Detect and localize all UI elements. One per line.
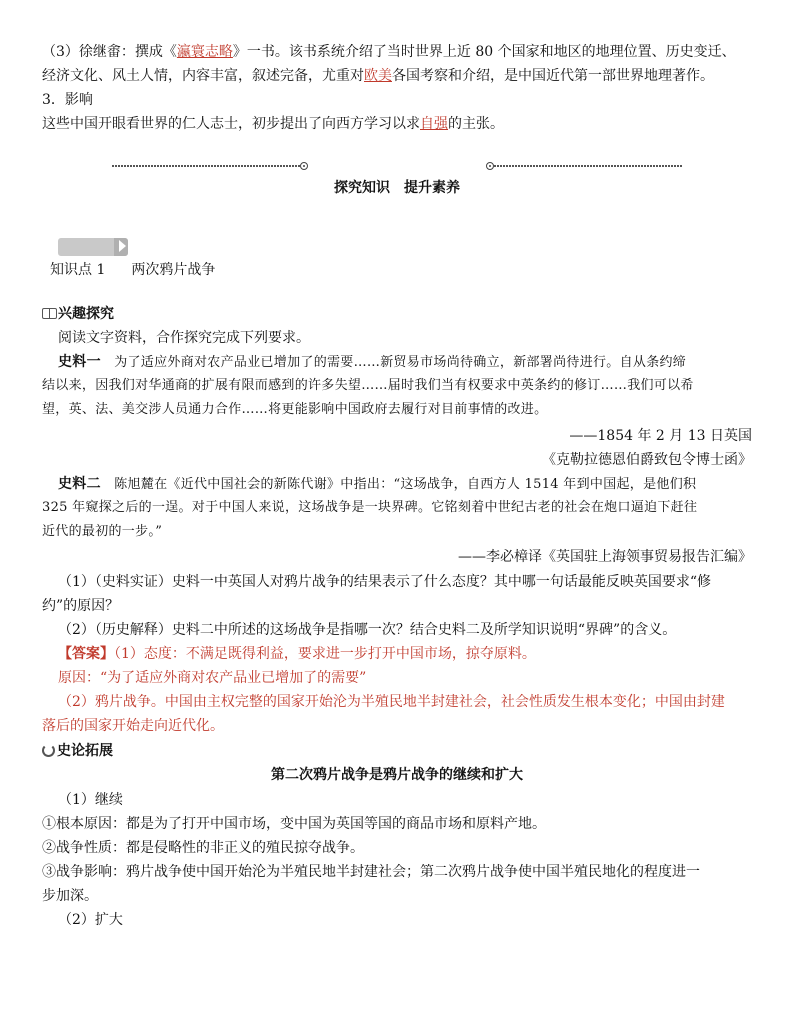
source-1-label: 史料一 — [58, 354, 101, 370]
text-line-content: 经济文化、风土人情，内容丰富，叙述完备，尤重对欧美各国考察和介绍，是中国近代第一部世界地理著作。 — [42, 68, 714, 84]
interest-intro: 阅读文字资料，合作探究完成下列要求。 — [58, 330, 310, 346]
arrow-right-icon — [119, 240, 126, 252]
expand-extension-heading: （2）扩大 — [58, 912, 123, 928]
expand-item-3-line-2: 步加深。 — [42, 888, 98, 904]
text-line-influence: 这些中国开眼看世界的仁人志士，初步提出了向西方学习以求自强的主张。 — [42, 116, 504, 132]
swirl-icon — [42, 744, 55, 757]
answer-1: 【答案】（1）态度：不满足既得利益，要求进一步打开中国市场，掠夺原料。 — [58, 646, 536, 662]
answer-2-line-1: （2）鸦片战争。中国由主权完整的国家开始沦为半殖民地半封建社会，社会性质发生根本变化；中国由封建 — [58, 694, 725, 710]
source-2-citation: ——李必樟译《英国驻上海领事贸易报告汇编》 — [458, 549, 752, 565]
section-divider-right — [486, 162, 682, 170]
underlined-term-yinghuan-zhilue: 瀛寰志略 — [176, 44, 233, 60]
question-1-line-2: 约”的原因？ — [42, 598, 120, 614]
source-2-label: 史料二 — [58, 476, 101, 492]
source-1-line-3: 望，英、法、美交涉人员通力合作……将更能影响中国政府去履行对目前事情的改进。 — [42, 402, 548, 417]
underlined-term-oumei: 欧美 — [364, 68, 392, 84]
subheading-influence: 3．影响 — [42, 92, 93, 108]
section-title: 探究知识 提升素养 — [334, 180, 460, 196]
question-2: （2）（历史解释）史料二中所述的这场战争是指哪一次？结合史料二及所学知识说明“界碑”的含义。 — [58, 622, 677, 638]
underlined-term-ziqiang: 自强 — [420, 116, 448, 132]
source-1-line-2: 结以来，因我们对华通商的扩展有限而感到的许多失望……届时我们当有权要求中英条约的修订……我们可以希 — [42, 378, 694, 393]
knowledge-point-title: 两次鸦片战争 — [131, 262, 216, 278]
knowledge-point-label: 知识点 1 — [50, 262, 106, 278]
expand-item-2: ②战争性质：都是侵略性的非正义的殖民掠夺战争。 — [42, 840, 364, 856]
text-line-xu-jiyu: （3）徐继畬：撰成《瀛寰志略》一书。该书系统介绍了当时世界上近 80 个国家和地区的地理位置、历史变迁、 — [42, 44, 736, 60]
answer-label: 【答案】 — [58, 646, 114, 662]
interest-heading: 兴趣探究 — [42, 303, 114, 325]
source-2-line-3: 近代的最初的一步。” — [42, 524, 163, 539]
book-icon — [42, 307, 56, 319]
expand-item-3-line-1: ③战争影响：鸦片战争使中国开始沦为半殖民地半封建社会；第二次鸦片战争使中国半殖民地化的程度进一 — [42, 864, 700, 880]
source-1-citation-title: 《克勒拉德恩伯爵致包令博士函》 — [542, 452, 752, 468]
expand-heading: 史论拓展 — [42, 740, 113, 762]
answer-1-reason: 原因：“为了适应外商对农产品业已增加了的需要” — [58, 670, 367, 686]
source-1-citation-date: ——1854 年 2 月 13 日英国 — [569, 428, 752, 444]
expand-title: 第二次鸦片战争是鸦片战争的继续和扩大 — [271, 767, 523, 783]
source-2-line-1: 史料二 陈旭麓在《近代中国社会的新陈代谢》中指出：“这场战争，自西方人 1514 年到中国起，是他们积 — [58, 476, 697, 492]
knowledge-point-tab — [58, 238, 128, 256]
expand-item-1: ①根本原因：都是为了打开中国市场，变中国为英国等国的商品市场和原料产地。 — [42, 816, 546, 832]
source-2-line-2: 325 年窥探之后的一逞。对于中国人来说，这场战争是一块界碑。它铭刻着中世纪古老的社会在炮口逼迫下赶往 — [42, 500, 698, 515]
expand-continuation-heading: （1）继续 — [58, 792, 123, 808]
source-1-line-1: 史料一 为了适应外商对农产品业已增加了的需要……新贸易市场尚待确立，新部署尚待进行。自从条约缔 — [58, 354, 687, 370]
knowledge-point-header — [50, 259, 215, 281]
section-divider-left — [112, 162, 308, 170]
answer-2-line-2: 落后的国家开始走向近代化。 — [42, 718, 224, 734]
question-1-line-1: （1）（史料实证）史料一中英国人对鸦片战争的结果表示了什么态度？其中哪一句话最能反映英国要求“修 — [58, 574, 712, 590]
